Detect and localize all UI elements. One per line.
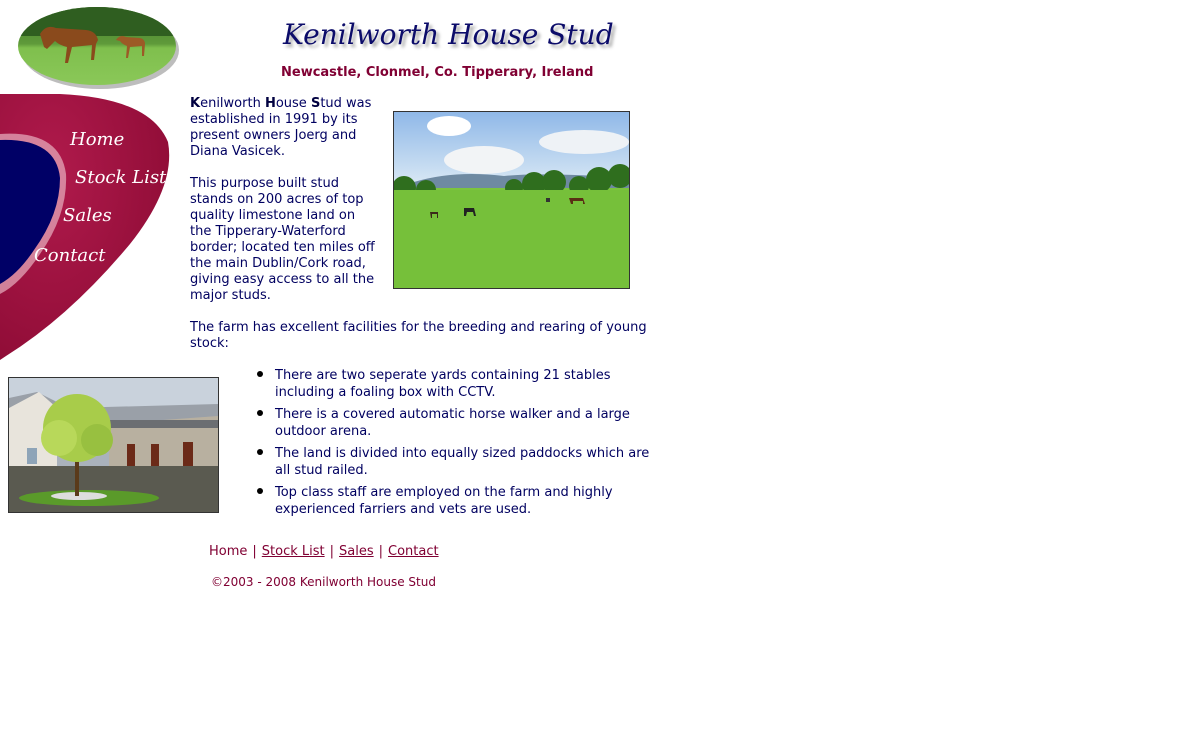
- nav-sales-link[interactable]: Sales: [63, 205, 112, 226]
- list-item: [255, 445, 655, 479]
- list-item-text: Top class staff are employed on the farm and highly experienced farriers and vets are used.: [275, 485, 613, 517]
- initial-s: S: [310, 96, 321, 111]
- site-subtitle: Newcastle, Clonmel, Co. Tipperary, Ireland: [281, 65, 594, 80]
- footer-home-link[interactable]: Home: [209, 544, 248, 559]
- logo-mare-foal-image: [18, 6, 180, 90]
- list-item-text: The land is divided into equally sized paddocks which are all stud railed.: [275, 446, 650, 478]
- site-title: Kenilworth House Stud: [283, 18, 614, 51]
- text-part: tud was established in 1991 by its present owners Joerg and Diana Vasicek.: [190, 96, 372, 159]
- footer-sales-link[interactable]: Sales: [339, 544, 374, 559]
- nav-home-link[interactable]: Home: [70, 129, 125, 150]
- list-item: [255, 367, 655, 401]
- intro-paragraph-2: This purpose built stud stands on 200 acres of top quality limestone land on the Tipperary-Waterford border; located ten miles off the main Dublin/Cork road, giving easy access to all the major studs.: [190, 176, 375, 303]
- bullet-icon: [257, 410, 263, 416]
- initial-h: H: [264, 96, 276, 111]
- list-item-text: There is a covered automatic horse walker and a large outdoor arena.: [275, 407, 630, 439]
- nav-contact-link[interactable]: Contact: [34, 245, 106, 266]
- footer-contact-link[interactable]: Contact: [388, 544, 439, 559]
- text-part: ouse: [275, 96, 311, 111]
- intro-paragraph-1: [190, 96, 380, 160]
- list-item-text: There are two seperate yards containing 21 stables including a foaling box with CCTV.: [275, 368, 611, 400]
- footer-stock-list-link[interactable]: Stock List: [261, 544, 325, 559]
- facilities-intro: The farm has excellent facilities for the breeding and rearing of young stock:: [190, 320, 647, 351]
- bullet-icon: [257, 449, 263, 455]
- paddock-photo: [393, 111, 630, 289]
- footer-separator: |: [252, 544, 257, 559]
- nav-stock-list-link[interactable]: Stock List: [75, 167, 167, 188]
- initial-k: K: [190, 96, 201, 111]
- bullet-icon: [257, 371, 263, 377]
- copyright-notice: ©2003 - 2008 Kenilworth House Stud: [211, 575, 436, 589]
- stable-yard-photo: [8, 377, 219, 513]
- footer-nav: [209, 544, 439, 559]
- footer-separator: |: [329, 544, 335, 559]
- list-item: [255, 406, 655, 440]
- list-item: [255, 484, 655, 518]
- footer-separator: |: [378, 544, 384, 559]
- facilities-list: [255, 367, 655, 523]
- text-part: enilworth: [200, 96, 265, 111]
- bullet-icon: [257, 488, 263, 494]
